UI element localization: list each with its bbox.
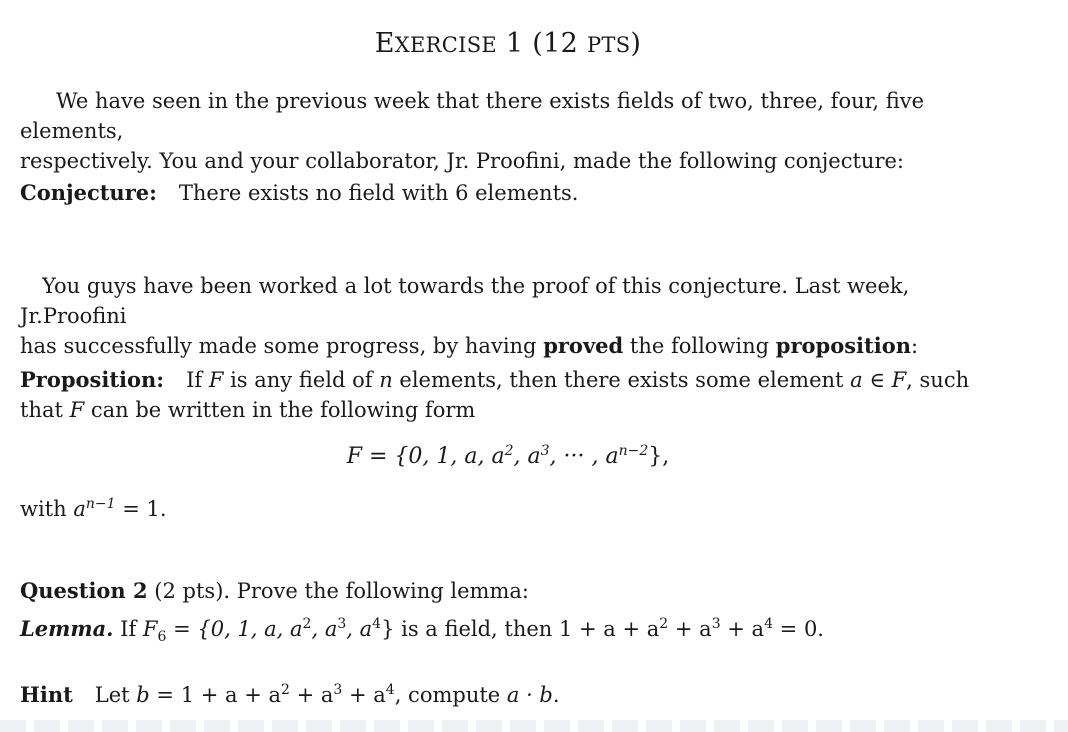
intro-paragraph: We have seen in the previous week that there exists fields of two, three, four, five elements, respectively. You and your collaborator, Jr. Proofini, made the following conjecture: <box>20 89 925 173</box>
exercise-title: EXERCISE 1 (12 PTS) <box>374 28 642 59</box>
question-label: Question 2 <box>20 578 148 603</box>
progress-paragraph: You guys have been worked a lot towards the proof of this conjecture. Last week, Jr.Proofini has successfully made some progress, by having proved the following proposition: <box>20 274 919 358</box>
lemma-block: Lemma. If $F_6 = \{0$, 1, a, $a^2$, $a^3$, $a^4$} is a field, then $1 + a + a^2 + a^3 + a^4 = 0$. <box>20 616 824 645</box>
conjecture-label: Conjecture: <box>20 180 157 205</box>
proposition-label: Proposition: <box>20 367 165 392</box>
conjecture-text: There exists no field with 6 elements. <box>178 181 579 205</box>
with-condition: with $a^{n-1} = 1$. <box>20 496 167 521</box>
bottom-strip <box>0 720 1068 732</box>
proposition-formula: F = {0, 1, a, $a^2$, $a^3$, ··· , $a^{n-2}$}, <box>346 443 670 469</box>
proposition-block: Proposition: If F is any field of n elements, then there exists some element a ∈ F, such that F can be written in the following form <box>20 367 970 422</box>
question-heading: Question 2 (2 pts). Prove the following lemma: <box>20 578 529 603</box>
conjecture-block <box>20 178 1000 208</box>
hint-block: Hint Let $b = 1 + a + a^2 + a^3 + a^4$, compute a · b. <box>20 682 560 707</box>
hint-label: Hint <box>20 682 73 707</box>
lemma-label: Lemma. <box>20 616 114 641</box>
